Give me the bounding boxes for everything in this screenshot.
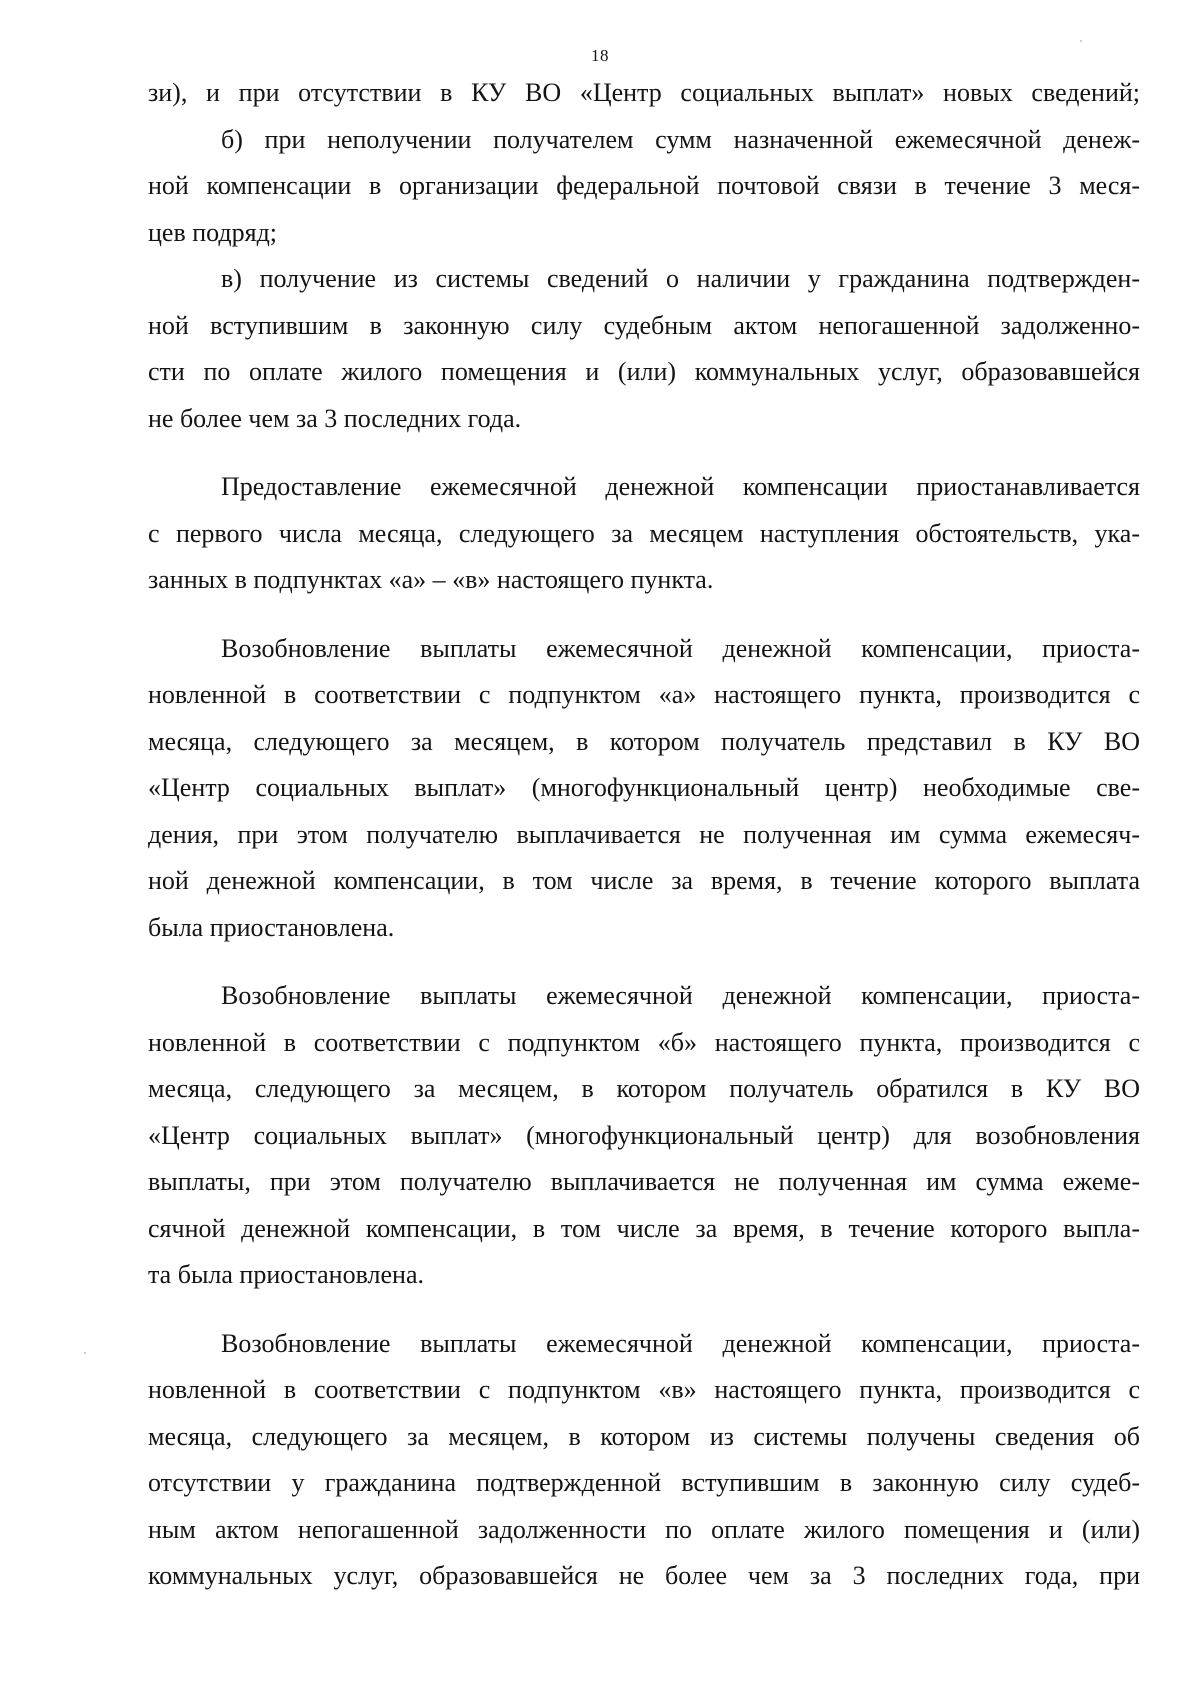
text-line: новленной в соответствии с подпунктом «в» настоящего пункта, производится с	[148, 1375, 1140, 1404]
text-line: «Центр социальных выплат» (многофункциональный центр) для возобновления	[148, 1120, 1140, 1150]
page-number: 18	[591, 46, 609, 65]
text-line: «Центр социальных выплат» (многофункциональный центр) необходимые све-	[148, 773, 1140, 802]
document-body	[148, 70, 1140, 1600]
text-line: зи), и при отсутствии в КУ ВО «Центр социальных выплат» новых сведений;	[148, 78, 1140, 107]
text-line: коммунальных услуг, образовавшейся не более чем за 3 последних года, при	[148, 1561, 1140, 1590]
text-line: Предоставление ежемесячной денежной компенсации приостанавливается	[221, 472, 1140, 501]
text-line: отсутствии у гражданина подтвержденной вступившим в законную силу судеб-	[148, 1468, 1140, 1497]
text-line: занных в подпунктах «а» – «в» настоящего пункта.	[148, 565, 714, 594]
text-line: ной компенсации в организации федеральной почтовой связи в течение 3 меся-	[148, 171, 1140, 200]
text-line: ным актом непогашенной задолженности по оплате жилого помещения и (или)	[148, 1514, 1140, 1544]
text-line: была приостановлена.	[148, 912, 395, 942]
text-line: Возобновление выплаты ежемесячной денежной компенсации, приоста-	[221, 633, 1140, 663]
scan-speck	[1080, 40, 1082, 42]
scan-speck	[84, 1352, 86, 1354]
text-line: цев подряд;	[148, 217, 278, 247]
text-line: ной вступившим в законную силу судебным актом непогашенной задолженно-	[148, 310, 1140, 340]
text-line: выплаты, при этом получателю выплачивается не полученная им сумма ежеме-	[148, 1167, 1140, 1196]
text-line: с первого числа месяца, следующего за месяцем наступления обстоятельств, ука-	[148, 518, 1140, 548]
text-line: ной денежной компенсации, в том числе за время, в течение которого выплата	[148, 866, 1140, 895]
text-line: та была приостановлена.	[148, 1260, 424, 1289]
text-line: в) получение из системы сведений о наличии у гражданина подтвержден-	[221, 264, 1140, 293]
text-line: Возобновление выплаты ежемесячной денежной компенсации, приоста-	[221, 981, 1140, 1010]
text-line: месяца, следующего за месяцем, в котором из системы получены сведения об	[148, 1421, 1140, 1451]
text-line: новленной в соответствии с подпунктом «б» настоящего пункта, производится с	[148, 1027, 1140, 1057]
text-line: месяца, следующего за месяцем, в котором получатель обратился в КУ ВО	[148, 1074, 1140, 1103]
text-line: месяца, следующего за месяцем, в котором получатель представил в КУ ВО	[148, 726, 1140, 756]
text-line: дения, при этом получателю выплачивается не полученная им сумма ежемесяч-	[148, 819, 1140, 849]
text-line: сячной денежной компенсации, в том числе за время, в течение которого выпла-	[148, 1213, 1140, 1243]
text-line: б) при неполучении получателем сумм назначенной ежемесячной денеж-	[221, 124, 1140, 154]
text-line: сти по оплате жилого помещения и (или) коммунальных услуг, образовавшейся	[148, 357, 1140, 386]
text-line: не более чем за 3 последних года.	[148, 403, 522, 433]
text-line: Возобновление выплаты ежемесячной денежной компенсации, приоста-	[221, 1328, 1140, 1358]
text-line: новленной в соответствии с подпунктом «а» настоящего пункта, производится с	[148, 680, 1140, 709]
